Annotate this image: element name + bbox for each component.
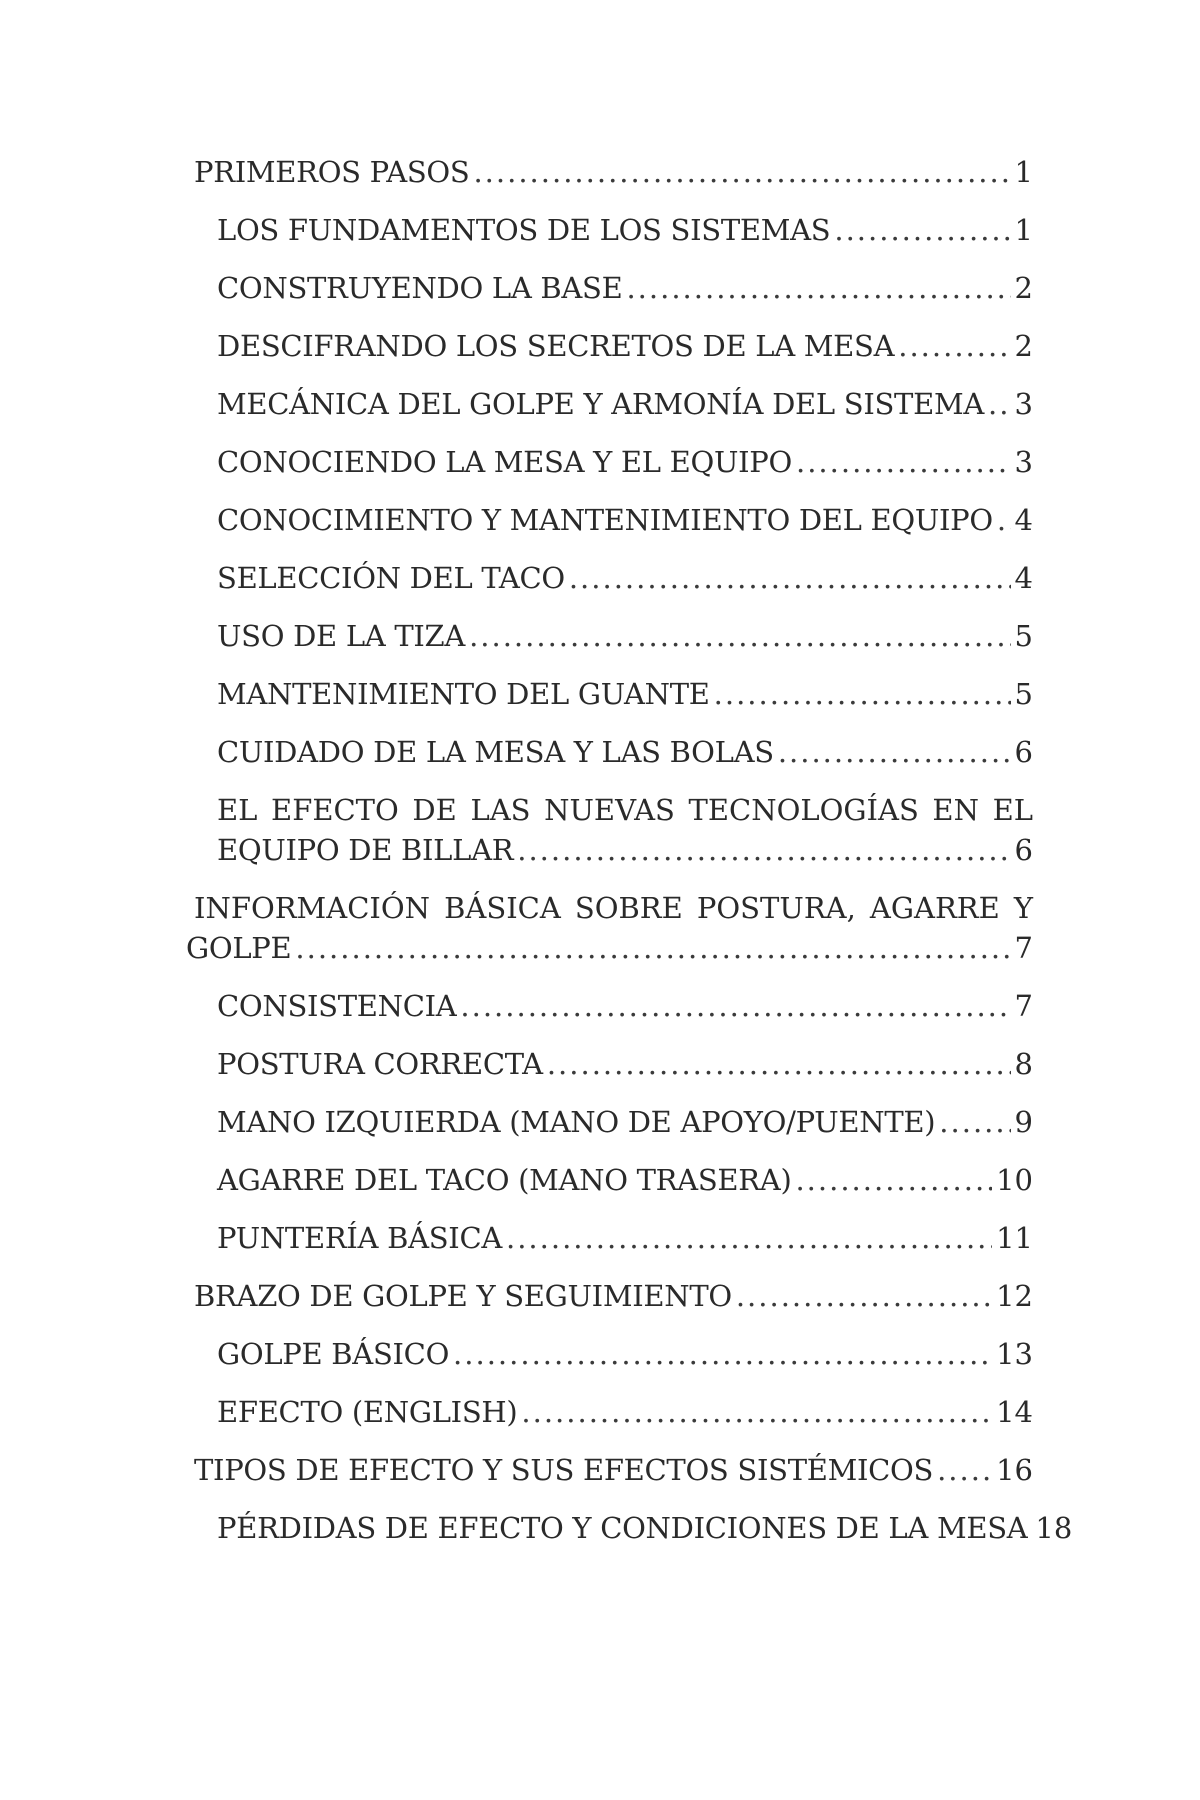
toc-entry-page: 2	[1014, 271, 1033, 305]
dot-leader	[834, 210, 1010, 250]
toc-entry-title: CONOCIENDO LA MESA Y EL EQUIPO	[217, 445, 792, 479]
dot-leader	[778, 732, 1011, 772]
toc-entry-page: 10	[996, 1163, 1033, 1197]
toc-entry-title: CONOCIMIENTO Y MANTENIMIENTO DEL EQUIPO	[217, 503, 993, 537]
toc-entry[interactable]	[186, 558, 1033, 598]
toc-entry-title-line1: INFORMACIÓN BÁSICA SOBRE POSTURA, AGARRE Y	[194, 891, 1033, 925]
toc-entry[interactable]	[186, 268, 1033, 308]
toc-entry-title: AGARRE DEL TACO (MANO TRASERA)	[217, 1163, 792, 1197]
toc-entry[interactable]	[186, 732, 1033, 772]
toc-entry-title: CONSISTENCIA	[217, 989, 457, 1023]
toc-entry-page: 3	[1014, 387, 1033, 421]
toc-entry-page: 9	[1014, 1105, 1033, 1139]
toc-entry[interactable]	[186, 1218, 1033, 1258]
toc-entry-title: USO DE LA TIZA	[217, 619, 466, 653]
dot-leader	[295, 928, 1010, 968]
toc-entry-page: 12	[996, 1279, 1033, 1313]
dot-leader	[469, 616, 1010, 656]
toc-entry-page: 1	[1014, 213, 1033, 247]
dot-leader	[939, 1102, 1010, 1142]
toc-entry-title: DESCIFRANDO LOS SECRETOS DE LA MESA	[217, 329, 895, 363]
toc-entry-page: 7	[1014, 989, 1033, 1023]
dot-leader	[460, 986, 1010, 1026]
toc-entry[interactable]	[186, 384, 1033, 424]
toc-entry-page: 3	[1014, 445, 1033, 479]
toc-entry[interactable]	[186, 1450, 1033, 1490]
dot-leader	[547, 1044, 1011, 1084]
toc-entry-title: PUNTERÍA BÁSICA	[217, 1221, 502, 1255]
toc-entry-title: PÉRDIDAS DE EFECTO Y CONDICIONES DE LA MESA	[217, 1511, 1028, 1545]
toc-entry[interactable]	[186, 1044, 1033, 1084]
dot-leader	[997, 500, 1011, 540]
toc-entry[interactable]	[186, 1508, 1073, 1548]
dot-leader	[795, 1160, 992, 1200]
toc-entry-page: 2	[1014, 329, 1033, 363]
toc-entry[interactable]	[186, 1160, 1033, 1200]
toc-entry[interactable]	[186, 616, 1033, 656]
toc-entry-title: EFECTO (ENGLISH)	[217, 1395, 518, 1429]
dot-leader	[736, 1276, 992, 1316]
toc-entry-title: LOS FUNDAMENTOS DE LOS SISTEMAS	[217, 213, 831, 247]
toc-entry-page: 13	[996, 1337, 1033, 1371]
toc-entry[interactable]	[186, 1334, 1033, 1374]
toc-entry-title: CUIDADO DE LA MESA Y LAS BOLAS	[217, 735, 774, 769]
dot-leader	[506, 1218, 992, 1258]
toc-entry-title: POSTURA CORRECTA	[217, 1047, 543, 1081]
toc-entry-page: 4	[1014, 561, 1033, 595]
dot-leader	[988, 384, 1011, 424]
table-of-contents	[186, 152, 1073, 1566]
toc-entry[interactable]	[186, 1392, 1033, 1432]
toc-entry-title-line1: EL EFECTO DE LAS NUEVAS TECNOLOGÍAS EN EL	[217, 793, 1033, 827]
toc-entry[interactable]	[186, 674, 1033, 714]
toc-entry-title: MANTENIMIENTO DEL GUANTE	[217, 677, 710, 711]
dot-leader	[453, 1334, 992, 1374]
toc-entry[interactable]	[186, 790, 1033, 870]
toc-entry-title: PRIMEROS PASOS	[194, 155, 470, 189]
toc-entry-page: 5	[1014, 619, 1033, 653]
toc-entry-page: 6	[1014, 833, 1033, 867]
toc-entry-page: 4	[1014, 503, 1033, 537]
toc-entry-page: 1	[1014, 155, 1033, 189]
toc-entry[interactable]	[186, 500, 1033, 540]
toc-entry-page: 5	[1014, 677, 1033, 711]
toc-entry-title: GOLPE BÁSICO	[217, 1337, 450, 1371]
toc-entry-title: GOLPE	[186, 931, 292, 965]
dot-leader	[473, 152, 1010, 192]
dot-leader	[796, 442, 1011, 482]
dot-leader	[937, 1450, 992, 1490]
toc-entry-title: MANO IZQUIERDA (MANO DE APOYO/PUENTE)	[217, 1105, 936, 1139]
toc-entry-title: SELECCIÓN DEL TACO	[217, 561, 565, 595]
dot-leader	[626, 268, 1010, 308]
toc-entry-page: 11	[996, 1221, 1033, 1255]
toc-entry-page: 14	[996, 1395, 1033, 1429]
toc-entry[interactable]	[186, 888, 1033, 968]
toc-entry-page: 16	[996, 1453, 1033, 1487]
toc-entry[interactable]	[186, 1102, 1033, 1142]
dot-leader	[517, 830, 1010, 870]
toc-entry-title: TIPOS DE EFECTO Y SUS EFECTOS SISTÉMICOS	[194, 1453, 934, 1487]
toc-entry-page: 7	[1014, 931, 1033, 965]
dot-leader	[714, 674, 1011, 714]
toc-entry-page: 8	[1014, 1047, 1033, 1081]
toc-entry[interactable]	[186, 326, 1033, 366]
toc-entry[interactable]	[186, 442, 1033, 482]
toc-entry-page: 18	[1035, 1511, 1073, 1545]
dot-leader	[898, 326, 1010, 366]
dot-leader	[521, 1392, 992, 1432]
toc-entry[interactable]	[186, 986, 1033, 1026]
toc-entry-title: BRAZO DE GOLPE Y SEGUIMIENTO	[194, 1279, 732, 1313]
toc-entry[interactable]	[186, 1276, 1033, 1316]
toc-entry[interactable]	[186, 152, 1033, 192]
toc-entry-title: CONSTRUYENDO LA BASE	[217, 271, 623, 305]
toc-entry[interactable]	[186, 210, 1033, 250]
dot-leader	[569, 558, 1011, 598]
toc-entry-page: 6	[1014, 735, 1033, 769]
toc-entry-title: MECÁNICA DEL GOLPE Y ARMONÍA DEL SISTEMA	[217, 387, 985, 421]
toc-entry-title: EQUIPO DE BILLAR	[217, 833, 514, 867]
